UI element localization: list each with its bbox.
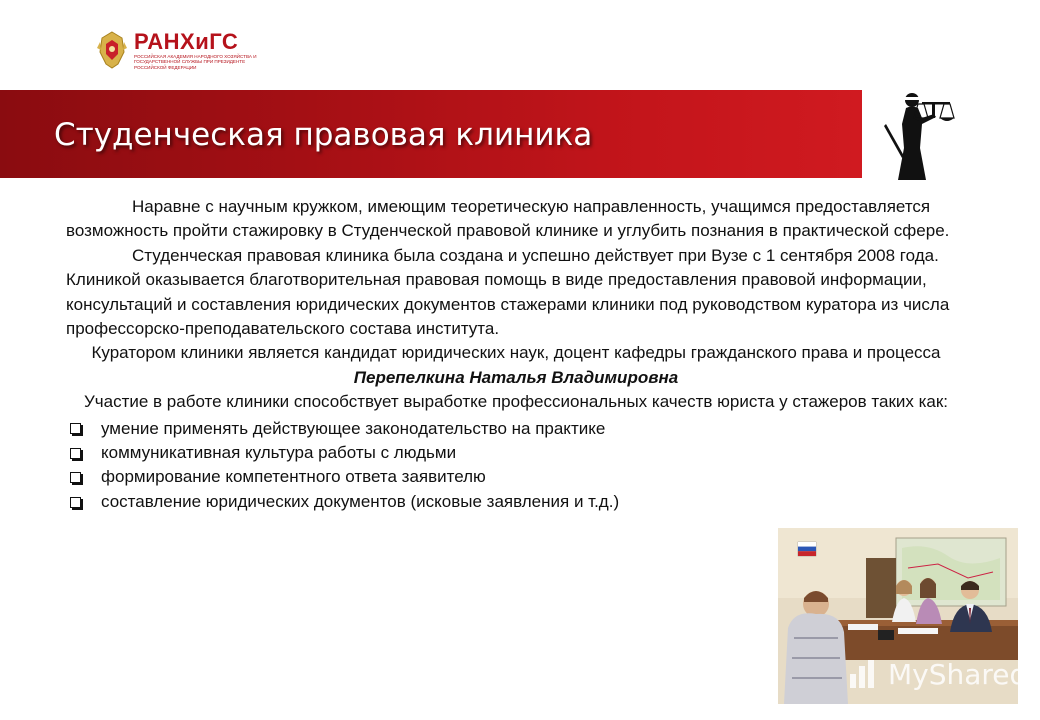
coat-of-arms-icon xyxy=(96,30,128,70)
skills-intro: Участие в работе клиники способствует выработке профессиональных качеств юриста у стажеров таких как: xyxy=(83,392,949,412)
checkbox-bullet-icon xyxy=(70,497,81,508)
list-item-text: формирование компетентного ответа заявителю xyxy=(101,467,486,487)
curator-name: Перепелкина Наталья Владимировна xyxy=(353,367,679,387)
checkbox-bullet-icon xyxy=(70,472,81,483)
checkbox-bullet-icon xyxy=(70,423,81,434)
curator-line: Куратором клиники является кандидат юридических наук, доцент кафедры гражданского права и процесса xyxy=(91,343,941,363)
list-item xyxy=(66,441,966,465)
watermark xyxy=(846,656,1027,692)
list-item xyxy=(66,417,966,441)
chart-logo-icon xyxy=(846,656,882,692)
list-item-text: коммуникативная культура работы с людьми xyxy=(101,443,457,463)
list-item-text: составление юридических документов (исковые заявления и т.д.) xyxy=(101,491,620,511)
logo-name: РАНХиГС xyxy=(134,29,239,55)
checkbox-bullet-icon xyxy=(70,448,81,459)
ranepa-logo xyxy=(96,28,264,72)
watermark-text: MyShared xyxy=(888,657,1028,691)
themis-justice-icon xyxy=(872,88,972,184)
list-item xyxy=(66,490,966,514)
intro-paragraph: Наравне с научным кружком, имеющим теоретическую направленность, учащимся предоставляется возможность пройти стажировку в Студенческой правовой клинике и углубить познания в практической сфере. xyxy=(66,197,950,241)
logo-subtitle: РОССИЙСКАЯ АКАДЕМИЯ НАРОДНОГО ХОЗЯЙСТВА И ГОСУДАРСТВЕННОЙ СЛУЖБЫ ПРИ ПРЕЗИДЕНТЕ РОССИЙСКОЙ ФЕДЕРАЦИИ xyxy=(134,54,257,70)
clinic-paragraph: Студенческая правовая клиника была создана и успешно действует при Вузе с 1 сентября 2008 года. Клиникой оказывается благотворительная правовая помощь в виде предоставления правовой информации, консультаций и составления юридических документов стажерами клиники под руководством куратора из числа профессорско-преподавательского состава института. xyxy=(66,245,950,339)
main-text xyxy=(66,195,966,514)
list-item-text: умение применять действующее законодательство на практике xyxy=(101,418,606,438)
page-title: Студенческая правовая клиника xyxy=(54,117,593,153)
list-item xyxy=(66,465,966,489)
skills-list xyxy=(66,417,966,515)
